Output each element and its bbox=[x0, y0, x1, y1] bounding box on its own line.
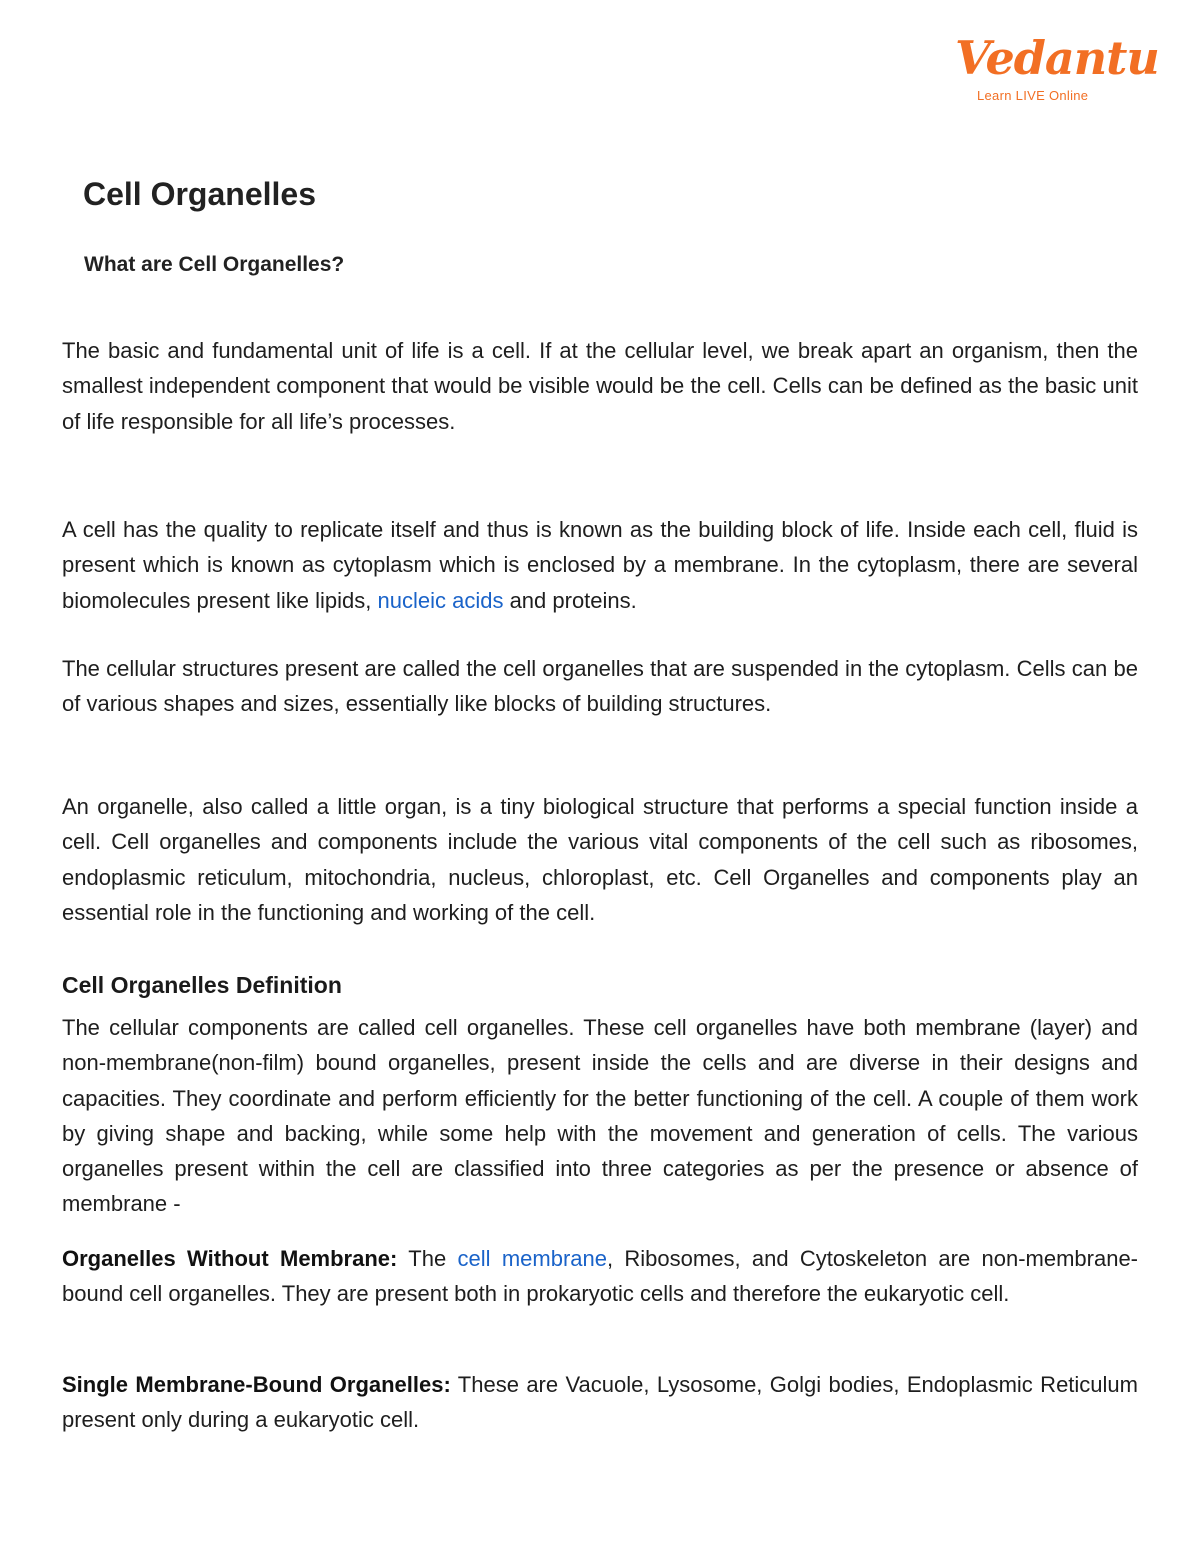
paragraph-text: , Ribosomes, and Cytoskeleton are non-membrane-bound cell organelles. They are present both in prokaryotic cells and therefore the eukaryotic cell. bbox=[62, 1246, 1138, 1307]
paragraph-single-membrane bbox=[62, 1367, 1138, 1438]
single-membrane-label: Single Membrane-Bound Organelles: bbox=[62, 1372, 451, 1397]
definition-heading: Cell Organelles Definition bbox=[62, 972, 342, 998]
paragraph-text: The bbox=[397, 1246, 458, 1271]
paragraph-definition: The cellular components are called cell organelles. These cell organelles have both membrane (layer) and non-membrane(non-film) bound organelles, present inside the cells and are diverse in their designs and capacities. They coordinate and perform efficiently for the better functioning of the cell. A couple of them work by giving shape and backing, while some help with the movement and generation of cells. The various organelles present within the cell are classified into three categories as per the presence or absence of membrane - bbox=[62, 1015, 1138, 1217]
nucleic-acids-link[interactable]: nucleic acids bbox=[377, 587, 504, 613]
logo-tagline: Learn LIVE Online bbox=[977, 88, 1089, 103]
without-membrane-label: Organelles Without Membrane: bbox=[62, 1246, 398, 1271]
logo-wordmark: Vedantu bbox=[955, 31, 1159, 85]
paragraph-text: These are Vacuole, Lysosome, Golgi bodies, Endoplasmic Reticulum present only during a eukaryotic cell. bbox=[62, 1372, 1138, 1433]
paragraph-text: A cell has the quality to replicate itself and thus is known as the building block of life. Inside each cell, fluid is present which is known as cytoplasm which is enclosed by a membrane. In the cytoplasm, there are several biomolecules present like lipids, bbox=[62, 517, 1138, 613]
paragraph-structures: The cellular structures present are called the cell organelles that are suspended in the cytoplasm. Cells can be of various shapes and sizes, essentially like blocks of building structures. bbox=[62, 656, 1138, 717]
paragraph-cytoplasm bbox=[62, 512, 1138, 618]
paragraph-organelle: An organelle, also called a little organ, is a tiny biological structure that performs a special function inside a cell. Cell organelles and components include the various vital components of the cell such as ribosomes, endoplasmic reticulum, mitochondria, nucleus, chloroplast, etc. Cell Organelles and components play an essential role in the functioning and working of the cell. bbox=[62, 794, 1138, 925]
paragraph-without-membrane bbox=[62, 1241, 1138, 1312]
vedantu-logo bbox=[955, 30, 1159, 110]
paragraph-text: and proteins. bbox=[503, 587, 637, 613]
page-title: Cell Organelles bbox=[83, 176, 316, 212]
paragraph-intro: The basic and fundamental unit of life is a cell. If at the cellular level, we break apart an organism, then the smallest independent component that would be visible would be the cell. Cells can be defined as the basic unit of life responsible for all life’s processes. bbox=[62, 338, 1138, 434]
section-subtitle: What are Cell Organelles? bbox=[84, 253, 345, 276]
cell-membrane-link[interactable]: cell membrane bbox=[457, 1246, 607, 1271]
